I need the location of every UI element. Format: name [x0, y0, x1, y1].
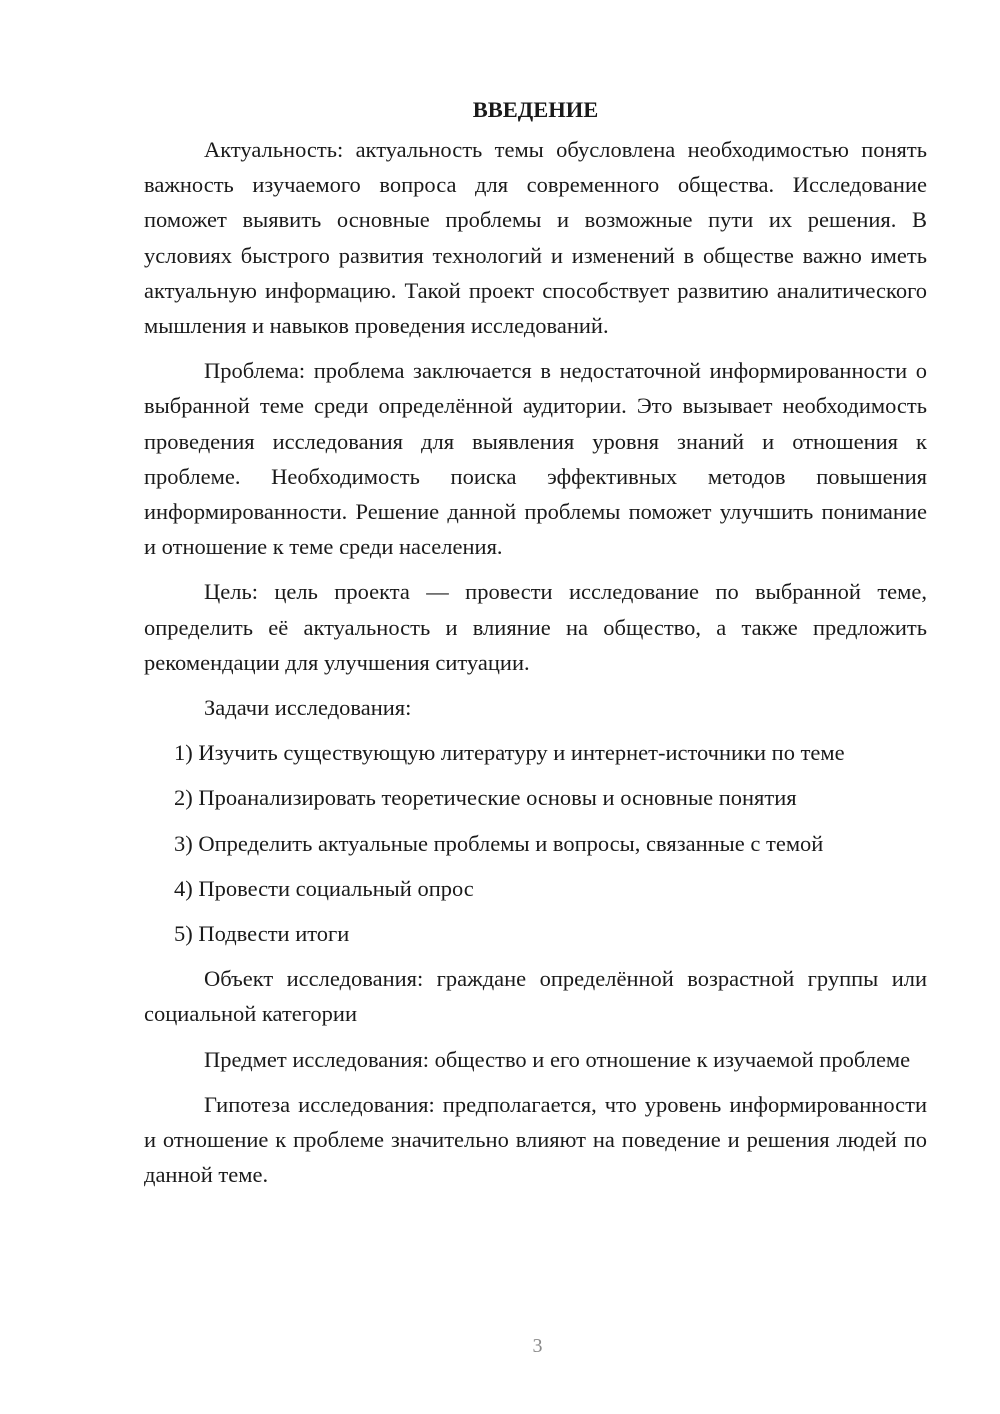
- tasks-list: [144, 735, 927, 951]
- task-item: 2) Проанализировать теоретические основы и основные понятия: [174, 785, 797, 811]
- relevance-paragraph: Актуальность: актуальность темы обусловлена необходимостью понять важность изучаемого вопроса для современного общества. Исследование поможет выявить основные проблемы и возможные пути их решения. В условиях быстрого развития технологий и изменений в обществе важно иметь актуальную информацию. Такой проект способствует развитию аналитического мышления и навыков проведения исследований.: [144, 137, 927, 339]
- object-paragraph: Объект исследования: граждане определённой возрастной группы или социальной категории: [144, 966, 927, 1027]
- tasks-heading: Задачи исследования:: [204, 695, 412, 721]
- task-item: 5) Подвести итоги: [174, 921, 350, 947]
- goal-paragraph: Цель: цель проекта — провести исследование по выбранной теме, определить её актуальность и влияние на общество, а также предложить рекомендации для улучшения ситуации.: [144, 579, 927, 675]
- page-number: 3: [532, 1335, 543, 1357]
- task-item: 4) Провести социальный опрос: [174, 875, 474, 901]
- task-item: 3) Определить актуальные проблемы и вопросы, связанные с темой: [174, 830, 824, 856]
- page-title: ВВЕДЕНИЕ: [472, 97, 599, 122]
- problem-paragraph: Проблема: проблема заключается в недостаточной информированности о выбранной теме среди определённой аудитории. Это вызывает необходимость проведения исследования для выявления уровня знаний и отношения к проблеме. Необходимость поиска эффективных методов повышения информированности. Решение данной проблемы поможет улучшить понимание и отношение к теме среди населения.: [144, 358, 927, 560]
- subject-paragraph: Предмет исследования: общество и его отношение к изучаемой проблеме: [204, 1046, 911, 1072]
- hypothesis-paragraph: Гипотеза исследования: предполагается, что уровень информированности и отношение к проблеме значительно влияют на поведение и решения людей по данной теме.: [144, 1091, 927, 1188]
- task-item: 1) Изучить существующую литературу и интернет-источники по теме: [174, 740, 845, 766]
- document-body: [144, 90, 927, 1202]
